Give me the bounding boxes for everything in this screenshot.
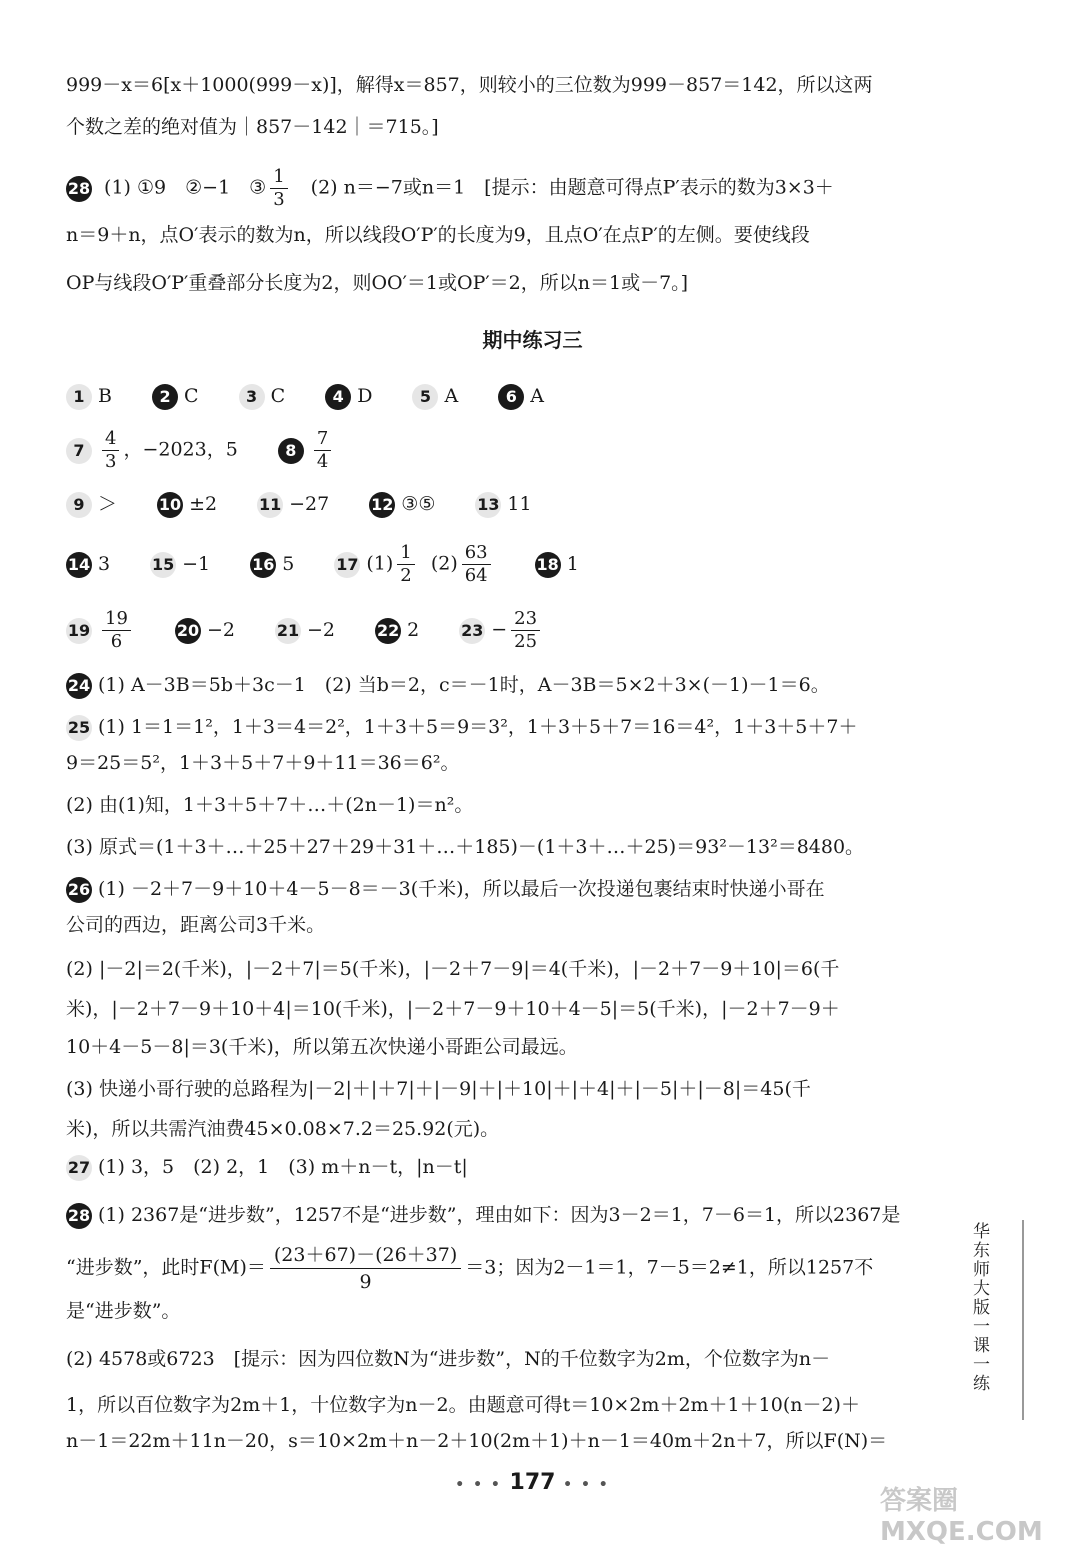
text-line: 10＋4－5－8|＝3(千米)，所以第五次快递小哥距公司最远。: [66, 1036, 578, 1058]
answers-row-4: [66, 542, 946, 587]
answer-text: −27: [289, 492, 330, 515]
answer-text: −2: [206, 619, 235, 641]
answer-item: [535, 551, 579, 578]
question-number-badge: 15: [150, 552, 176, 578]
answer-text: (1) A－3B＝5b＋3c－1 (2) 当b＝2，c＝－1时，A－3B＝5×2＋3×(－1)－1＝6。: [98, 674, 830, 696]
question-number-badge: 12: [369, 492, 395, 518]
fraction-denominator: 6: [110, 631, 123, 652]
answer-item: [334, 542, 494, 587]
answer-text: ③⑤: [401, 492, 436, 515]
page-number-text: 177: [509, 1470, 556, 1495]
question-number-badge: 9: [66, 492, 92, 518]
question-number-badge: 16: [250, 552, 276, 578]
answers-row-3: [66, 490, 946, 518]
answer-item: [66, 608, 135, 653]
answers-row-5: [66, 608, 946, 653]
answer-text: 2: [407, 619, 420, 641]
text-line: n＝9＋n，点O′表示的数为n，所以线段O′P′的长度为9，且点O′在点P′的左侧。要使线段: [66, 224, 810, 246]
answer-item: [459, 608, 544, 653]
answer-text: ±2: [189, 492, 218, 515]
answer-item: [498, 383, 544, 410]
side-book-label: 华东师大版一课一练: [969, 1222, 989, 1393]
answer-text: (1) 3，5 (2) 2，1 (3) m＋n－t，|n－t|: [98, 1156, 468, 1178]
answer-text: (1): [366, 552, 394, 575]
side-divider: [1022, 1220, 1024, 1420]
question-number-badge: 20: [175, 618, 201, 644]
answer-item: [66, 491, 117, 518]
section-title: 期中练习三: [482, 328, 583, 352]
q28b-answer-line1: [66, 1202, 946, 1229]
question-number-badge: 10: [157, 492, 183, 518]
answer-item: [275, 617, 335, 644]
question-number-badge: 19: [66, 618, 92, 644]
question-number-badge: 4: [325, 384, 351, 410]
answer-item: [325, 383, 372, 410]
fraction-numerator: 1: [270, 166, 287, 189]
fraction-denominator: 64: [464, 565, 488, 586]
text-line: OP与线段O′P′重叠部分长度为2，则OO′＝1或OP′＝2，所以n＝1或－7。]: [66, 272, 689, 294]
text-line: (2) |－2|＝2(千米)，|－2＋7|＝5(千米)，|－2＋7－9|＝4(千米)，|－2＋7－9＋10|＝6(千: [66, 958, 840, 980]
fraction-denominator: 3: [273, 189, 285, 210]
question-number-badge: 7: [66, 438, 92, 464]
fraction: [102, 608, 131, 653]
text-line: 是“进步数”。: [66, 1300, 181, 1322]
q25-answer-line1: [66, 714, 946, 741]
answer-item: [375, 617, 419, 644]
question-number-badge: 21: [275, 618, 301, 644]
text-line: (3) 快递小哥行驶的总路程为|－2|＋|＋7|＋|－9|＋|＋10|＋|＋4|＋|－5|＋|－8|＝45(千: [66, 1078, 811, 1100]
answer-text: 5: [282, 553, 295, 575]
fraction-denominator: 25: [514, 631, 538, 652]
text-line: 米)，所以共需汽油费45×0.08×7.2＝25.92(元)。: [66, 1118, 500, 1140]
answer-item: [250, 551, 294, 578]
question-number-badge: 13: [475, 492, 501, 518]
decorative-dots: • • •: [563, 1477, 610, 1493]
answer-text: ，−2023，5: [123, 438, 238, 461]
question-number-badge: 27: [66, 1155, 92, 1181]
question-number-badge: 28: [66, 1203, 92, 1229]
answer-item: [257, 491, 329, 518]
text-line: 999－x＝6[x＋1000(999－x)]，解得x＝857，则较小的三位数为999－857＝142，所以这两: [66, 74, 873, 96]
answer-item: [475, 491, 531, 518]
fraction-denominator: 3: [105, 451, 117, 472]
decorative-dots: • • •: [455, 1477, 502, 1493]
fraction: [270, 1242, 461, 1295]
answer-text: ＞: [98, 492, 118, 515]
answer-text: ＝3；因为2－1＝1，7－5＝2≠1，所以1257不: [465, 1256, 874, 1279]
answer-text: D: [357, 384, 373, 407]
question-number-badge: 17: [334, 552, 360, 578]
answer-text: C: [184, 384, 199, 407]
question-number-badge: 2: [152, 384, 178, 410]
answer-text: (1) －2＋7－9＋10＋4－5－8＝－3(千米)，所以最后一次投递包裹结束时快递小哥在: [98, 878, 825, 900]
text-line: 个数之差的绝对值为｜857－142｜＝715。]: [66, 116, 439, 138]
question-number-badge: 11: [257, 492, 283, 518]
watermark-logo: 答案圈 MXQE.COM: [880, 1486, 1043, 1547]
fraction: [397, 542, 414, 587]
fraction-numerator: 63: [462, 542, 491, 565]
answer-item: [150, 551, 210, 578]
question-number-badge: 8: [278, 438, 304, 464]
q24-answer: [66, 672, 946, 699]
answer-text: (2) n＝−7或n＝1 [提示：由题意可得点P′表示的数为3×3＋: [291, 176, 834, 199]
answer-item: [66, 551, 110, 578]
text-line: 1，所以百位数字为2m＋1，十位数字为n－2。由题意可得t＝10×2m＋2m＋1＋10(n－2)＋: [66, 1394, 860, 1416]
q27-answer: [66, 1154, 946, 1181]
text-line: (3) 原式＝(1＋3＋…＋25＋27＋29＋31＋…＋185)－(1＋3＋…＋25)＝93²－13²＝8480。: [66, 836, 865, 858]
question-number-badge: 18: [535, 552, 561, 578]
fraction-numerator: 23: [511, 608, 540, 631]
answer-text: (2): [430, 552, 458, 575]
answer-item: [278, 428, 335, 473]
answers-row-2: [66, 428, 946, 473]
q28-answer-line1: [66, 166, 946, 211]
answer-text: (1) ①9 ②−1 ③: [104, 176, 267, 199]
q28b-answer-line2: [66, 1242, 946, 1295]
question-number-badge: 23: [459, 618, 485, 644]
fraction: [270, 166, 287, 211]
question-number-badge: 22: [375, 618, 401, 644]
answer-text: “进步数”，此时F(M)＝: [66, 1256, 266, 1279]
answer-text: −1: [182, 553, 211, 575]
answer-text: C: [270, 384, 286, 407]
question-number-badge: 25: [66, 715, 92, 741]
answer-text: 3: [98, 553, 111, 575]
fraction-numerator: 7: [314, 428, 331, 451]
question-number-badge: 24: [66, 673, 92, 699]
fraction-numerator: 19: [102, 608, 131, 631]
answer-item: [175, 617, 235, 644]
answer-item: [239, 383, 286, 410]
answer-item: [157, 491, 217, 518]
question-number-badge: 28: [66, 176, 92, 202]
text-line: 公司的西边，距离公司3千米。: [66, 914, 326, 936]
answer-text: −2: [307, 619, 336, 641]
question-number-badge: 26: [66, 877, 92, 903]
answer-text: 1: [566, 553, 579, 575]
fraction: [102, 428, 119, 473]
answer-text: (1) 1＝1＝1²，1＋3＝4＝2²，1＋3＋5＝9＝3²，1＋3＋5＋7＝16＝4²，1＋3＋5＋7＋: [98, 716, 858, 738]
fraction: [511, 608, 540, 653]
answer-item: [66, 428, 238, 473]
fraction-denominator: 4: [316, 451, 329, 472]
text-line: n－1＝22m＋11n－20，s＝10×2m＋n－2＋10(2m＋1)＋n－1＝40m＋2n＋7，所以F(N)＝: [66, 1430, 888, 1452]
question-number-badge: 14: [66, 552, 92, 578]
text-line: (2) 由(1)知，1＋3＋5＋7＋…＋(2n－1)＝n²。: [66, 794, 474, 816]
question-number-badge: 1: [66, 384, 92, 410]
answer-item: [66, 383, 112, 410]
fraction: [314, 428, 331, 473]
fraction: [462, 542, 491, 587]
answer-item: [369, 491, 435, 518]
answer-text: 11: [507, 492, 532, 515]
answer-text: A: [444, 384, 459, 407]
fraction-numerator: 1: [397, 542, 414, 565]
fraction-numerator: (23＋67)－(26＋37): [270, 1242, 461, 1269]
answers-row-1: [66, 382, 946, 410]
question-number-badge: 6: [498, 384, 524, 410]
answer-item: [412, 383, 458, 410]
text-line: 米)，|－2＋7－9＋10＋4|＝10(千米)，|－2＋7－9＋10＋4－5|＝5(千米)，|－2＋7－9＋: [66, 998, 840, 1020]
answer-item: [152, 383, 199, 410]
fraction-denominator: 9: [359, 1271, 372, 1293]
question-number-badge: 3: [239, 384, 265, 410]
question-number-badge: 5: [412, 384, 438, 410]
fraction-numerator: 4: [102, 428, 119, 451]
text-line: 9＝25＝5²，1＋3＋5＋7＋9＋11＝36＝6²。: [66, 752, 460, 774]
text-line: (2) 4578或6723 [提示：因为四位数N为“进步数”，N的千位数字为2m，个位数字为n－: [66, 1348, 831, 1370]
answer-text: −: [491, 618, 508, 641]
answer-text: (1) 2367是“进步数”，1257不是“进步数”，理由如下：因为3－2＝1，7－6＝1，所以2367是: [98, 1204, 901, 1226]
q26-answer-line1: [66, 876, 946, 903]
answer-text: B: [98, 384, 112, 407]
answer-text: A: [530, 384, 544, 407]
fraction-denominator: 2: [400, 565, 412, 586]
